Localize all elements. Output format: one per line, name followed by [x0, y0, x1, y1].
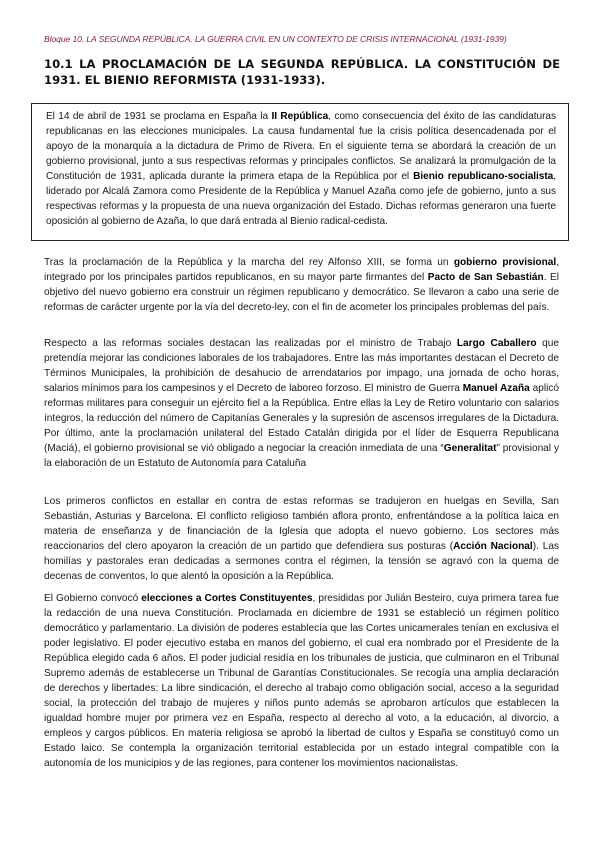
paragraph-text: . El objetivo del nuevo gobierno era construir un régimen republicano y democrático. Se llevaron a cabo una serie de reformas de carácter urgente por la vía del decreto-ley, con el fin de acometer los principales problemas del país. — [44, 272, 559, 313]
paragraph-bold: elecciones a Cortes Constituyentes — [141, 593, 313, 604]
paragraph-text: Tras la proclamación de la República y la marcha del rey Alfonso XIII, se forma un — [44, 257, 454, 268]
running-header: Bloque 10. LA SEGUNDA REPÚBLICA. LA GUERRA CIVIL EN UN CONTEXTO DE CRISIS INTERNACIONAL (1931-1939) — [44, 34, 507, 44]
paragraph-text: aplicó reformas militares para conseguir un ejército fiel a la República. Entre ellas la Ley de Retiro voluntario con salarios íntegros, la reducción del número de Capitanías Generales y la supresión de ascensos irregulares de la Dictadura. Por último, ante la proclamación unilateral del Estado Catalán dirigida por el líder de Esquerra Republicana (Maciá), el gobierno provisional se vió obligado a negociar la creación inmediata de una “ — [44, 383, 559, 454]
paragraph-bold: Acción Nacional — [453, 541, 533, 552]
paragraph-bold: Pacto de San Sebastián — [427, 272, 544, 283]
section-title: 10.1 LA PROCLAMACIÓN DE LA SEGUNDA REPÚBLICA. LA CONSTITUCIÓN DE 1931. EL BIENIO REFORMISTA (1931-1933). — [44, 57, 560, 87]
paragraph-text: ). Las homilías y pastorales eran dedicadas a sermones contra el régimen, la tensión se agravó con la quema de decenas de conventos, lo que alentó la oposición a la República. — [44, 541, 559, 582]
paragraph-bold: gobierno provisional — [453, 257, 557, 268]
summary-box — [31, 103, 569, 241]
paragraph-bold: Largo Caballero — [456, 338, 537, 349]
paragraph-constitution — [44, 591, 559, 771]
summary-text: , liderado por Alcalá Zamora como Presidente de la República y Manuel Azaña como jefe de gobierno, junto a sus respectivas reformas y la propuesta de una nueva organización del Estado. Dichas reformas generaron una fuerte oposición al gobierno de Azaña, lo que dará entrada al Bienio radical-cedista. — [46, 171, 556, 227]
paragraph-text: Los primeros conflictos en estallar en contra de estas reformas se tradujeron en huelgas en Sevilla, San Sebastián, Asturias y Barcelona. El conflicto religioso también aflora pronto, enfrentándose a la política laica en materia de enseñanza y de financiación de la Iglesia que adopta el nuevo gobierno. Los sectores más reaccionarios del clero apoyaron la creación de un partido que defendiera sus posturas ( — [44, 496, 559, 552]
summary-text: , como consecuencia del éxito de las candidaturas republicanas en las elecciones municipales. La causa fundamental fue la crisis política desencadenada por el apoyo de la monarquía a la dictadura de Primo de Rivera. En el siguiente tema se abordará la creación de un gobierno provisional, junto a sus respectivas reformas y principales conflictos. Se analizará la promulgación de la Constitución de 1931, aplicada durante la primera etapa de la República por el — [46, 111, 556, 182]
paragraph-text: El Gobierno convocó — [44, 593, 142, 604]
paragraph-text: Respecto a las reformas sociales destacan las realizadas por el ministro de Trabajo — [44, 338, 457, 349]
paragraph-bold: Manuel Azaña — [462, 383, 530, 394]
paragraph-provisional-government — [44, 255, 559, 315]
summary-bold: II República — [271, 111, 329, 122]
paragraph-text: , presididas por Julián Besteiro, cuya primera tarea fue la redacción de una nueva Constitución. Proclamada en diciembre de 1931 se estableció un régimen político democrático y parlamentario. La división de poderes establecía que las Cortes unicamerales tenían en exclusiva el poder legislativo. El poder ejecutivo estaba en manos del gobierno, el cual era nombrado por el Presidente de la República elegido cada 6 años. El poder judicial residía en los tribunales de justicia, que culminaron en el Tribunal Supremo además de establecerse un Tribunal de Garantías Constitucionales. Se recogía una amplia declaración de derechos y libertades: La libre sindicación, el derecho al trabajo como obligación social, acceso a la seguridad social, la protección del trabajo de mujeres y niños punto además se aprobaron artículos que establecen la igualdad hombre mujer por primera vez en España, respecto al derecho al voto, a la educación, al divorcio, a empleos y cargos públicos. En materia religiosa se aprobó la libertad de cultos y España se constituyó como un Estado laico. Se contempla la organización territorial establecida por un estado integral compatible con la autonomía de los municipios y de las regiones, para contener los movimientos nacionalistas. — [44, 593, 560, 769]
paragraph-text: que pretendía mejorar las condiciones laborales de los trabajadores. Entre las más importantes destacan el Decreto de Términos Municipales, la prohibición de desahucio de arrendatarios por impago, una jornada de ocho horas, salarios mínimos para los campesinos y el Decreto de laboreo forzoso. El ministro de Guerra — [44, 338, 559, 394]
summary-bold: Bienio republicano-socialista — [413, 171, 554, 182]
paragraph-conflicts — [44, 494, 559, 584]
summary-text: El 14 de abril de 1931 se proclama en España la — [46, 111, 272, 122]
paragraph-text: ” provisional y la elaboración de un Estatuto de Autonomía para Cataluña — [44, 443, 559, 469]
paragraph-social-reforms — [44, 336, 559, 471]
paragraph-bold: Generalitat — [443, 443, 497, 454]
summary-paragraph — [46, 109, 556, 229]
paragraph-text: , integrado por los principales partidos republicanos, en su mayor parte firmantes del — [44, 257, 559, 283]
